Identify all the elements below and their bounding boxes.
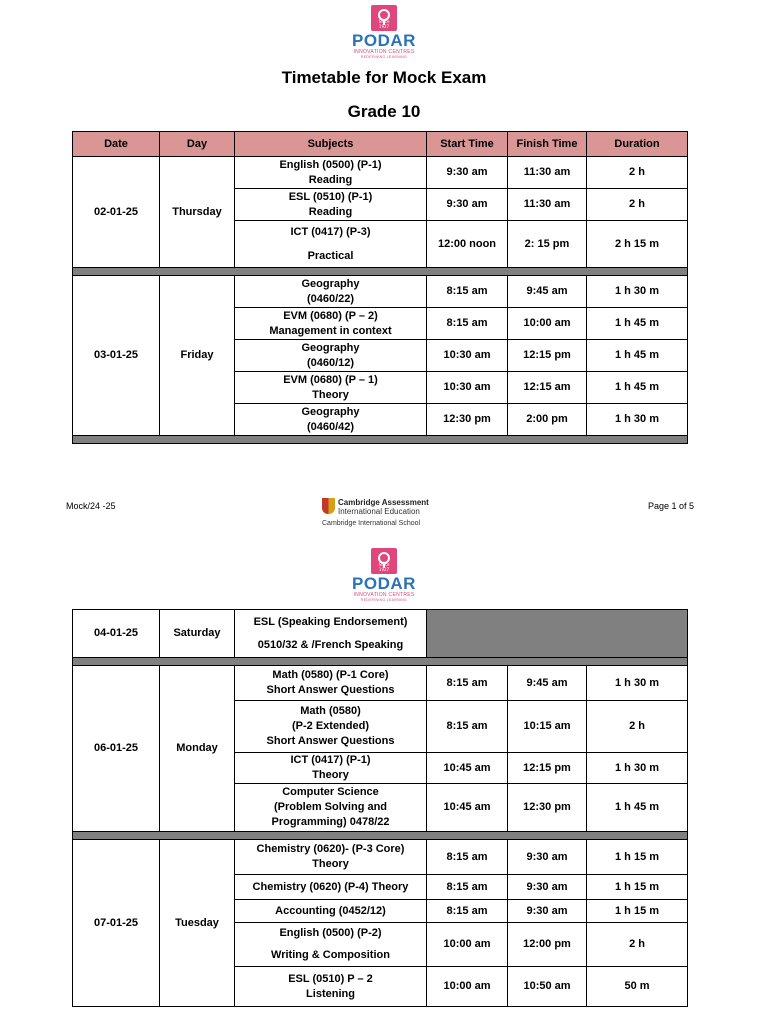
duration-cell: 1 h 30 m — [587, 666, 688, 701]
start-cell: 9:30 am — [427, 189, 508, 221]
table-row — [73, 610, 688, 658]
timetable-page-1 — [72, 131, 688, 444]
duration-cell: 2 h — [587, 157, 688, 189]
header-date: Date — [73, 132, 160, 157]
subject-cell: ESL (Speaking Endorsement) 0510/32 & /French Speaking — [235, 610, 427, 658]
logo-subtitle: INNOVATION CENTRES — [353, 592, 415, 598]
start-cell: 8:15 am — [427, 840, 508, 875]
finish-cell: 9:30 am — [508, 875, 587, 900]
timetable-page-2 — [72, 609, 688, 1007]
start-cell: 10:00 am — [427, 923, 508, 967]
finish-cell: 11:30 am — [508, 189, 587, 221]
table-header-row — [73, 132, 688, 157]
start-cell: 12:30 pm — [427, 404, 508, 436]
header-subjects: Subjects — [235, 132, 427, 157]
footer-doc-code: Mock/24 -25 — [66, 501, 116, 511]
subject-cell: EVM (0680) (P – 1) Theory — [235, 372, 427, 404]
start-cell: 9:30 am — [427, 157, 508, 189]
subject-cell: Computer Science (Problem Solving and Programming) 0478/22 — [235, 784, 427, 832]
separator-row — [73, 832, 688, 840]
finish-cell: 10:50 am — [508, 967, 587, 1007]
podar-logo — [349, 548, 419, 603]
subject-cell: ICT (0417) (P-3) Practical — [235, 221, 427, 268]
subject-cell: ICT (0417) (P-1) Theory — [235, 753, 427, 784]
start-cell: 8:15 am — [427, 701, 508, 753]
duration-cell: 2 h — [587, 701, 688, 753]
header-start-time: Start Time — [427, 132, 508, 157]
logo-tagline: REDEFINING LEARNING — [360, 55, 408, 59]
finish-cell: 9:30 am — [508, 900, 587, 923]
subject-cell: Chemistry (0620)- (P-3 Core) Theory — [235, 840, 427, 875]
start-cell: 8:15 am — [427, 875, 508, 900]
subject-cell: English (0500) (P-2) Writing & Composition — [235, 923, 427, 967]
separator-row — [73, 268, 688, 276]
subject-cell: Geography (0460/42) — [235, 404, 427, 436]
day-cell: Friday — [160, 276, 235, 436]
table-row — [73, 157, 688, 189]
subject-cell: ESL (0510) (P-1) Reading — [235, 189, 427, 221]
start-cell: 10:00 am — [427, 967, 508, 1007]
duration-cell: 1 h 45 m — [587, 784, 688, 832]
start-cell: 10:30 am — [427, 340, 508, 372]
start-cell: 8:15 am — [427, 276, 508, 308]
subject-cell: Geography (0460/12) — [235, 340, 427, 372]
start-cell: 12:00 noon — [427, 221, 508, 268]
blank-cell — [427, 610, 688, 658]
podar-tree-icon: Since 1927 — [371, 5, 397, 31]
duration-cell: 50 m — [587, 967, 688, 1007]
subject-cell: English (0500) (P-1) Reading — [235, 157, 427, 189]
day-cell: Saturday — [160, 610, 235, 658]
day-cell: Tuesday — [160, 840, 235, 1007]
duration-cell: 2 h — [587, 923, 688, 967]
cambridge-shield-icon — [322, 498, 335, 514]
date-cell: 03-01-25 — [73, 276, 160, 436]
duration-cell: 1 h 15 m — [587, 840, 688, 875]
table-row — [73, 840, 688, 875]
page-title: Timetable for Mock Exam — [281, 68, 487, 87]
header-finish-time: Finish Time — [508, 132, 587, 157]
subject-cell: EVM (0680) (P – 2) Management in context — [235, 308, 427, 340]
start-cell: 8:15 am — [427, 308, 508, 340]
finish-cell: 9:45 am — [508, 666, 587, 701]
finish-cell: 12:30 pm — [508, 784, 587, 832]
finish-cell: 10:00 am — [508, 308, 587, 340]
podar-logo — [349, 5, 419, 60]
finish-cell: 12:15 pm — [508, 340, 587, 372]
podar-tree-icon: Since 1927 — [371, 548, 397, 574]
duration-cell: 1 h 15 m — [587, 900, 688, 923]
day-cell: Thursday — [160, 157, 235, 268]
subject-cell: ESL (0510) P – 2 Listening — [235, 967, 427, 1007]
header-duration: Duration — [587, 132, 688, 157]
finish-cell: 12:15 pm — [508, 753, 587, 784]
logo-wordmark: PODAR — [352, 31, 416, 50]
date-cell: 07-01-25 — [73, 840, 160, 1007]
duration-cell: 2 h — [587, 189, 688, 221]
subject-cell: Geography (0460/22) — [235, 276, 427, 308]
logo-subtitle: INNOVATION CENTRES — [353, 49, 415, 55]
subject-cell: Math (0580) (P-1 Core) Short Answer Questions — [235, 666, 427, 701]
finish-cell: 2: 15 pm — [508, 221, 587, 268]
cambridge-logo: Cambridge Assessment International Education Cambridge International School — [322, 498, 429, 527]
subject-cell: Math (0580) (P-2 Extended) Short Answer Questions — [235, 701, 427, 753]
duration-cell: 2 h 15 m — [587, 221, 688, 268]
finish-cell: 12:15 am — [508, 372, 587, 404]
start-cell: 8:15 am — [427, 900, 508, 923]
grade-title: Grade 10 — [347, 102, 421, 121]
date-cell: 02-01-25 — [73, 157, 160, 268]
duration-cell: 1 h 45 m — [587, 340, 688, 372]
start-cell: 8:15 am — [427, 666, 508, 701]
duration-cell: 1 h 30 m — [587, 404, 688, 436]
finish-cell: 11:30 am — [508, 157, 587, 189]
start-cell: 10:45 am — [427, 784, 508, 832]
finish-cell: 12:00 pm — [508, 923, 587, 967]
separator-row — [73, 436, 688, 444]
subject-cell: Chemistry (0620) (P-4) Theory — [235, 875, 427, 900]
cambridge-school-label: Cambridge International School — [322, 520, 421, 527]
table-row — [73, 666, 688, 701]
finish-cell: 10:15 am — [508, 701, 587, 753]
finish-cell: 9:30 am — [508, 840, 587, 875]
finish-cell: 2:00 pm — [508, 404, 587, 436]
logo-wordmark: PODAR — [352, 574, 416, 593]
footer-page-number: Page 1 of 5 — [648, 501, 695, 511]
duration-cell: 1 h 45 m — [587, 372, 688, 404]
finish-cell: 9:45 am — [508, 276, 587, 308]
date-cell: 06-01-25 — [73, 666, 160, 832]
date-cell: 04-01-25 — [73, 610, 160, 658]
logo-tagline: REDEFINING LEARNING — [360, 598, 408, 602]
separator-row — [73, 658, 688, 666]
header-day: Day — [160, 132, 235, 157]
duration-cell: 1 h 30 m — [587, 753, 688, 784]
duration-cell: 1 h 30 m — [587, 276, 688, 308]
table-row — [73, 276, 688, 308]
subject-cell: Accounting (0452/12) — [235, 900, 427, 923]
duration-cell: 1 h 15 m — [587, 875, 688, 900]
duration-cell: 1 h 45 m — [587, 308, 688, 340]
day-cell: Monday — [160, 666, 235, 832]
start-cell: 10:30 am — [427, 372, 508, 404]
page-footer — [0, 498, 768, 538]
start-cell: 10:45 am — [427, 753, 508, 784]
